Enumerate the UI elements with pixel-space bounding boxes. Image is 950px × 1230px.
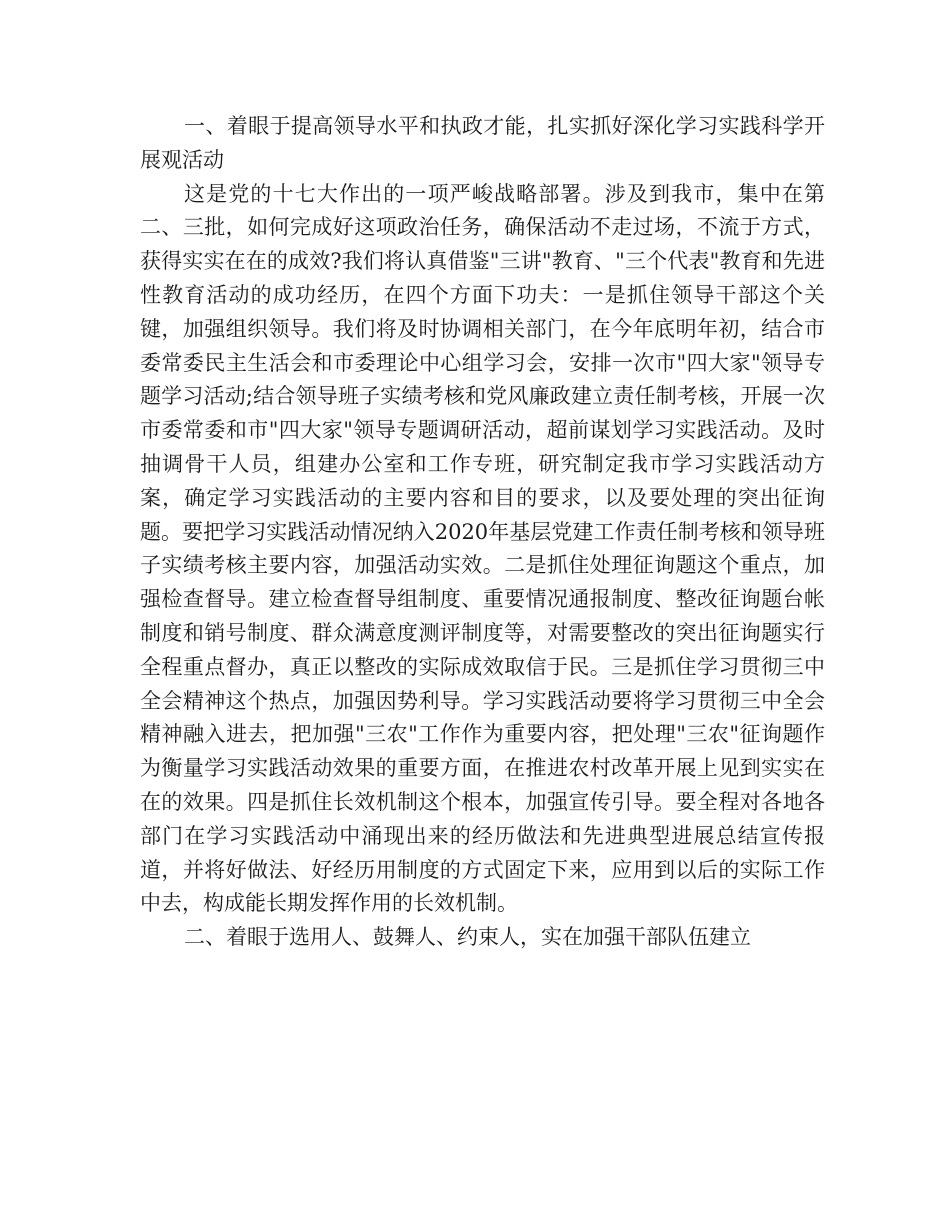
body-paragraph: 这是党的十七大作出的一项严峻战略部署。涉及到我市，集中在第二、三批，如何完成好这项政治任务，确保活动不走过场，不流于方式，获得实实在在的成效?我们将认真借鉴"三讲"教育、"三个代表"教育和先进性教育活动的成功经历，在四个方面下功夫：一是抓住领导干部这个关键，加强组织领导。我们将及时协调相关部门，在今年底明年初，结合市委常委民主生活会和市委理论中心组学习会，安排一次市"四大家"领导专题学习活动;结合领导班子实绩考核和党风廉政建立责任制考核，开展一次市委常委和市"四大家"领导专题调研活动，超前谋划学习实践活动。及时抽调骨干人员，组建办公室和工作专班，研究制定我市学习实践活动方案，确定学习实践活动的主要内容和目的要求，以及要处理的突出征询题。要把学习实践活动情况纳入2020年基层党建工作责任制考核和领导班子实绩考核主要内容，加强活动实效。二是抓住处理征询题这个重点，加强检查督导。建立检查督导组制度、重要情况通报制度、整改征询题台帐制度和销号制度、群众满意度测评制度等，对需要整改的突出征询题实行全程重点督办，真正以整改的实际成效取信于民。三是抓住学习贯彻三中全会精神这个热点，加强因势利导。学习实践活动要将学习贯彻三中全会精神融入进去，把加强"三农"工作作为重要内容，把处理"三农"征询题作为衡量学习实践活动效果的重要方面，在推进农村改革开展上见到实实在在的效果。四是抓住长效机制这个根本，加强宣传引导。要全程对各地各部门在学习实践活动中涌现出来的经历做法和先进典型进展总结宣传报道，并将好做法、好经历用制度的方式固定下来，应用到以后的实际工作中去，构成能长期发挥作用的长效机制。	[140, 181, 825, 916]
section-heading-1: 一、着眼于提高领导水平和执政才能，扎实抓好深化学习实践科学开展观活动	[140, 114, 825, 172]
section-heading-2: 二、着眼于选用人、鼓舞人、约束人，实在加强干部队伍建立	[184, 925, 751, 950]
document-page	[140, 110, 825, 955]
